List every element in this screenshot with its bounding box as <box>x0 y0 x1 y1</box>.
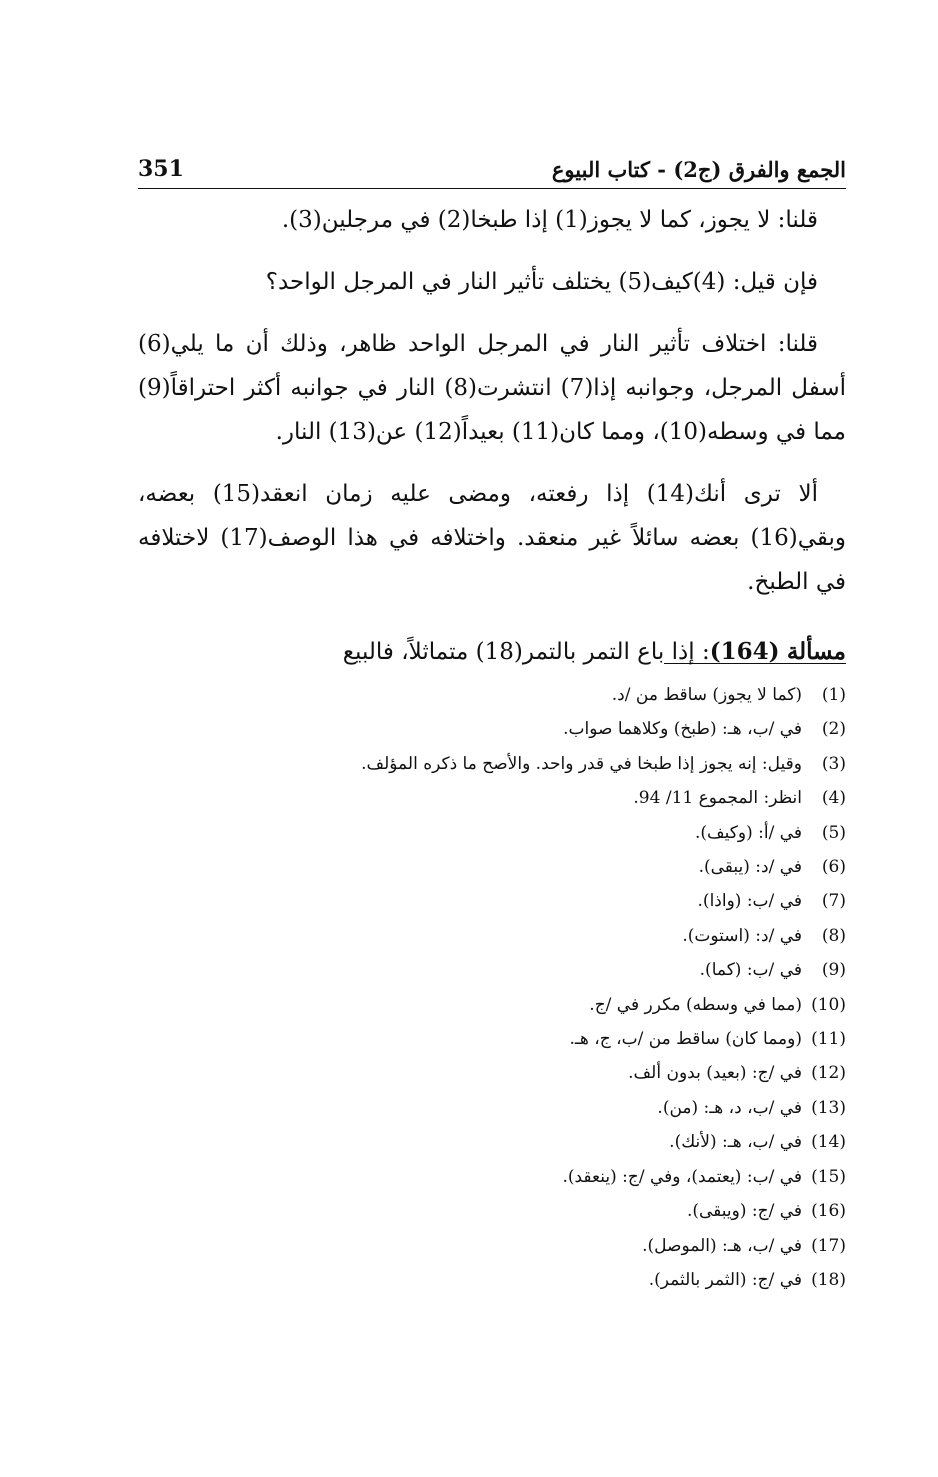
footnote <box>138 781 846 815</box>
footnote-text: في /د: (استوت). <box>682 925 802 946</box>
paragraph-1: قلنا: لا يجوز، كما لا يجوز(1) إذا طبخا(2) في مرجلين(3). <box>281 207 818 233</box>
footnote-text: في /ب: (يعتمد)، وفي /ج: (ينعقد). <box>562 1166 802 1187</box>
footnote <box>138 953 846 987</box>
issue-label: مسألة <box>786 638 846 665</box>
footnote-number: (18) <box>811 1269 846 1290</box>
footnote <box>138 1160 846 1194</box>
footnote <box>138 1091 846 1125</box>
footnote-number: (3) <box>821 753 846 774</box>
main-text <box>138 190 846 692</box>
footnote-text: في /ب، هـ: (لأنك). <box>669 1132 802 1153</box>
issue-number: (164) <box>709 638 780 665</box>
footnote <box>138 1229 846 1263</box>
footnote <box>138 884 846 918</box>
footnote <box>138 678 846 712</box>
footnote-number: (9) <box>821 960 846 981</box>
footnote <box>138 919 846 953</box>
footnote-number: (5) <box>821 822 846 843</box>
footnote <box>138 850 846 884</box>
footnote <box>138 1263 846 1297</box>
footnote-text: في /د: (يبقى). <box>698 857 802 878</box>
footnote <box>138 1022 846 1056</box>
footnote <box>138 712 846 746</box>
footnote-number: (11) <box>811 1029 846 1050</box>
footnote <box>138 747 846 781</box>
footnotes <box>138 678 846 1297</box>
paragraph-4: ألا ترى أنك(14) إذا رفعته، ومضى عليه زمان انعقد(15) بعضه، وبقي(16) بعضه سائلاً غير منعقد. واختلافه في هذا الوصف(17) لاختلافه في الطبخ. <box>138 481 847 595</box>
footnote-number: (2) <box>821 719 846 740</box>
issue-heading <box>138 630 846 674</box>
issue-text: : إذا باع التمر بالتمر(18) متماثلاً، فالبيع <box>342 639 710 665</box>
footnote-number: (7) <box>821 891 846 912</box>
paragraph-2: فإن قيل: (4)كيف(5) يختلف تأثير النار في المرجل الواحد؟ <box>265 269 818 295</box>
footnote-number: (1) <box>821 685 846 705</box>
footnote-number: (17) <box>811 1235 846 1256</box>
footnote-text: في /ب: (كما). <box>699 960 802 981</box>
footnote-number: (13) <box>811 1097 846 1118</box>
footnote <box>138 1125 846 1159</box>
footnote-text: (كما لا يجوز) ساقط من /د. <box>611 685 802 705</box>
footnote-text: (مما في وسطه) مكرر في /ج. <box>589 994 802 1015</box>
footnote-number: (6) <box>821 857 846 878</box>
footnote <box>138 1194 846 1228</box>
footnote-text: وقيل: إنه يجوز إذا طبخا في قدر واحد. والأصح ما ذكره المؤلف. <box>361 753 802 774</box>
footnote-number: (12) <box>811 1063 846 1084</box>
footnote-number: (8) <box>821 925 846 946</box>
footnote-text: في /ج: (الثمر بالثمر). <box>648 1269 802 1290</box>
running-title: الجمع والفرق (ج2) - كتاب البيوع <box>551 157 846 182</box>
footnote-number: (15) <box>811 1166 846 1187</box>
footnote-text: في /ب، هـ: (طبخ) وكلاهما صواب. <box>563 719 802 740</box>
footnote <box>138 988 846 1022</box>
footnote-separator <box>664 663 846 664</box>
footnote-text: في /ب: (واذا). <box>697 891 802 912</box>
footnote-number: (16) <box>811 1201 846 1222</box>
footnote-number: (10) <box>811 994 846 1015</box>
footnote-number: (4) <box>821 788 846 809</box>
footnote-text: في /ج: (ويبقى). <box>686 1201 802 1222</box>
page-number: 351 <box>138 156 184 182</box>
footnote-number: (14) <box>811 1132 846 1153</box>
footnote-text: في /أ: (وكيف). <box>695 822 802 843</box>
footnote <box>138 816 846 850</box>
footnote-text: في /ب، هـ: (الموصل). <box>642 1235 802 1256</box>
footnote-text: (ومما كان) ساقط من /ب، ج، هـ. <box>569 1029 802 1050</box>
footnote-text: في /ج: (بعيد) بدون ألف. <box>628 1063 802 1084</box>
footnote-text: في /ب، د، هـ: (من). <box>657 1097 802 1118</box>
footnote-text: انظر: المجموع 11/ 94. <box>633 788 802 809</box>
page-header <box>138 142 846 189</box>
footnote <box>138 1056 846 1090</box>
paragraph-3: قلنا: اختلاف تأثير النار في المرجل الواحد ظاهر، وذلك أن ما يلي(6) أسفل المرجل، وجوانبه إذا(7) انتشرت(8) النار في جوانبه أكثر احتراقاً(9) مما في وسطه(10)، ومما كان(11) بعيداً(12) عن(13) النار. <box>138 331 846 445</box>
